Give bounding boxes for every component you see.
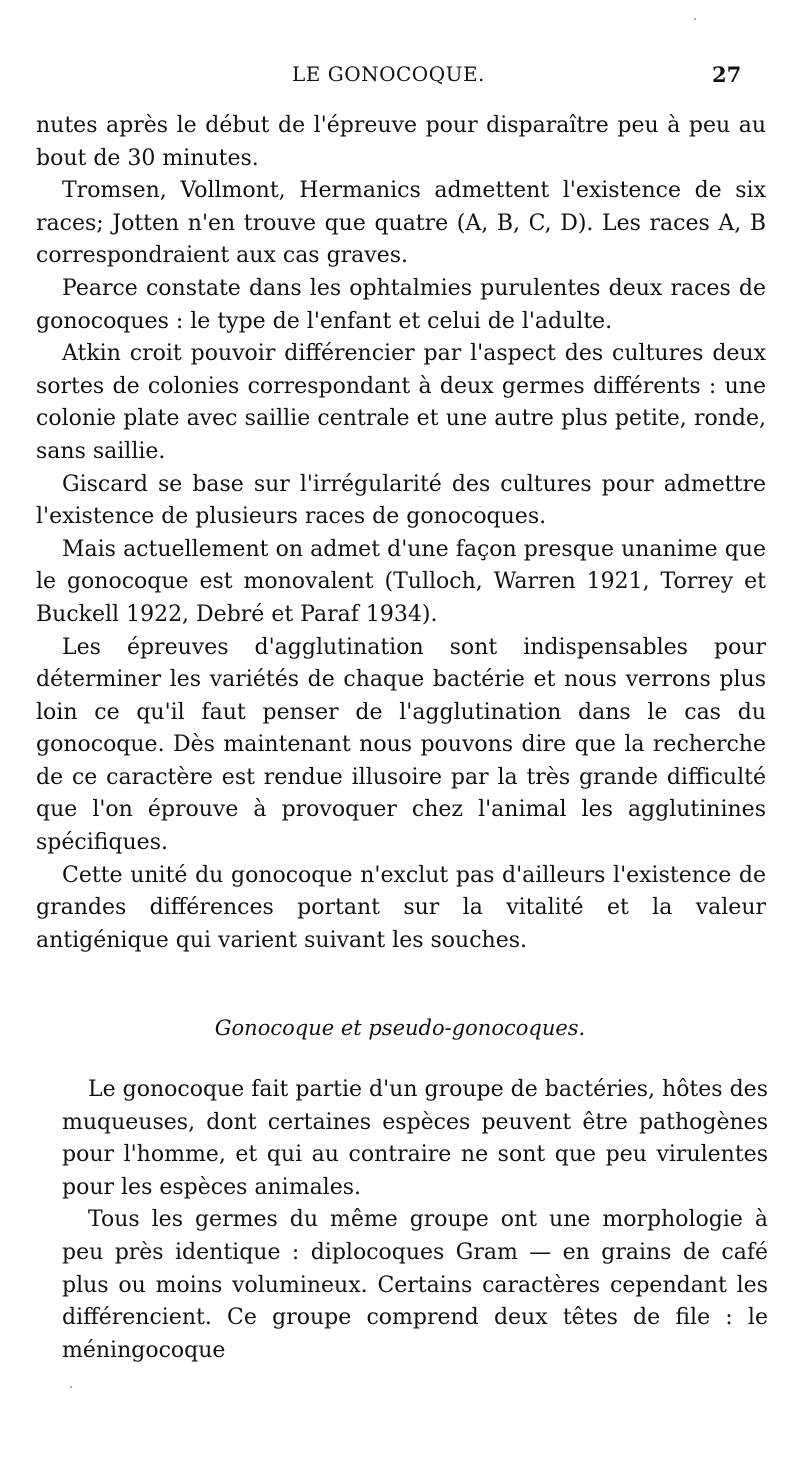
running-title: LE GONOCOQUE.: [292, 62, 485, 86]
paragraph-groupe: Le gonocoque fait partie d'un groupe de bactéries, hôtes des muqueuses, dont certaines espèces peuvent être pathogènes pour l'homme, et qui au contraire ne sont que peu virulentes pour les espèces animales.: [62, 1077, 768, 1200]
paragraph-races: Tromsen, Vollmont, Hermanics admettent l'existence de six races; Jotten n'en trouve que quatre (A, B, C, D). Les races A, B correspondraient aux cas graves.: [36, 178, 766, 269]
section-body: [62, 1074, 768, 1367]
paragraph-morphologie: Tous les germes du même groupe ont une morphologie à peu près identique : diplocoques Gram — en grains de café plus ou moins volumineux. Certains caractères cependant les différencient. Ce groupe comprend deux têtes de file : le méningocoque: [62, 1207, 768, 1363]
paragraph-pearce: Pearce constate dans les ophtalmies purulentes deux races de gonocoques : le type de l'enfant et celui de l'adulte.: [36, 275, 766, 334]
page-number: 27: [712, 62, 742, 87]
paragraph-atkin: Atkin croit pouvoir différencier par l'aspect des cultures deux sortes de colonies correspondant à deux germes différents : une colonie plate avec saillie centrale et une autre plus petite, ronde, sans saillie.: [36, 341, 766, 464]
paragraph-monovalent: Mais actuellement on admet d'une façon presque unanime que le gonocoque est monovalent (Tulloch, Warren 1921, Torrey et Buckell 1922, Debré et Paraf 1934).: [36, 536, 766, 627]
paragraph-giscard: Giscard se base sur l'irrégularité des cultures pour admettre l'existence de plusieurs races de gonocoques.: [36, 471, 766, 530]
body-text: [36, 110, 766, 957]
section-title: Gonocoque et pseudo-gonocoques.: [214, 1016, 586, 1040]
paragraph-agglutination: Les épreuves d'agglutination sont indispensables pour déterminer les variétés de chaque bactérie et nous verrons plus loin ce qu'il faut penser de l'agglutination dans le cas du gonocoque. Dès maintenant nous pouvons dire que la recherche de ce caractère est rendue illusoire par la très grande difficulté que l'on éprouve à provoquer chez l'animal les agglutinines spécifiques.: [36, 634, 766, 856]
paragraph-continuation: nutes après le début de l'épreuve pour disparaître peu à peu au bout de 30 minutes.: [36, 113, 766, 171]
paragraph-unite: Cette unité du gonocoque n'exclut pas d'ailleurs l'existence de grandes différences portant sur la vitalité et la valeur antigénique qui varient suivant les souches.: [36, 862, 766, 953]
paper-speck: [70, 1386, 72, 1388]
running-header: [0, 62, 800, 92]
paper-speck: [694, 18, 696, 20]
